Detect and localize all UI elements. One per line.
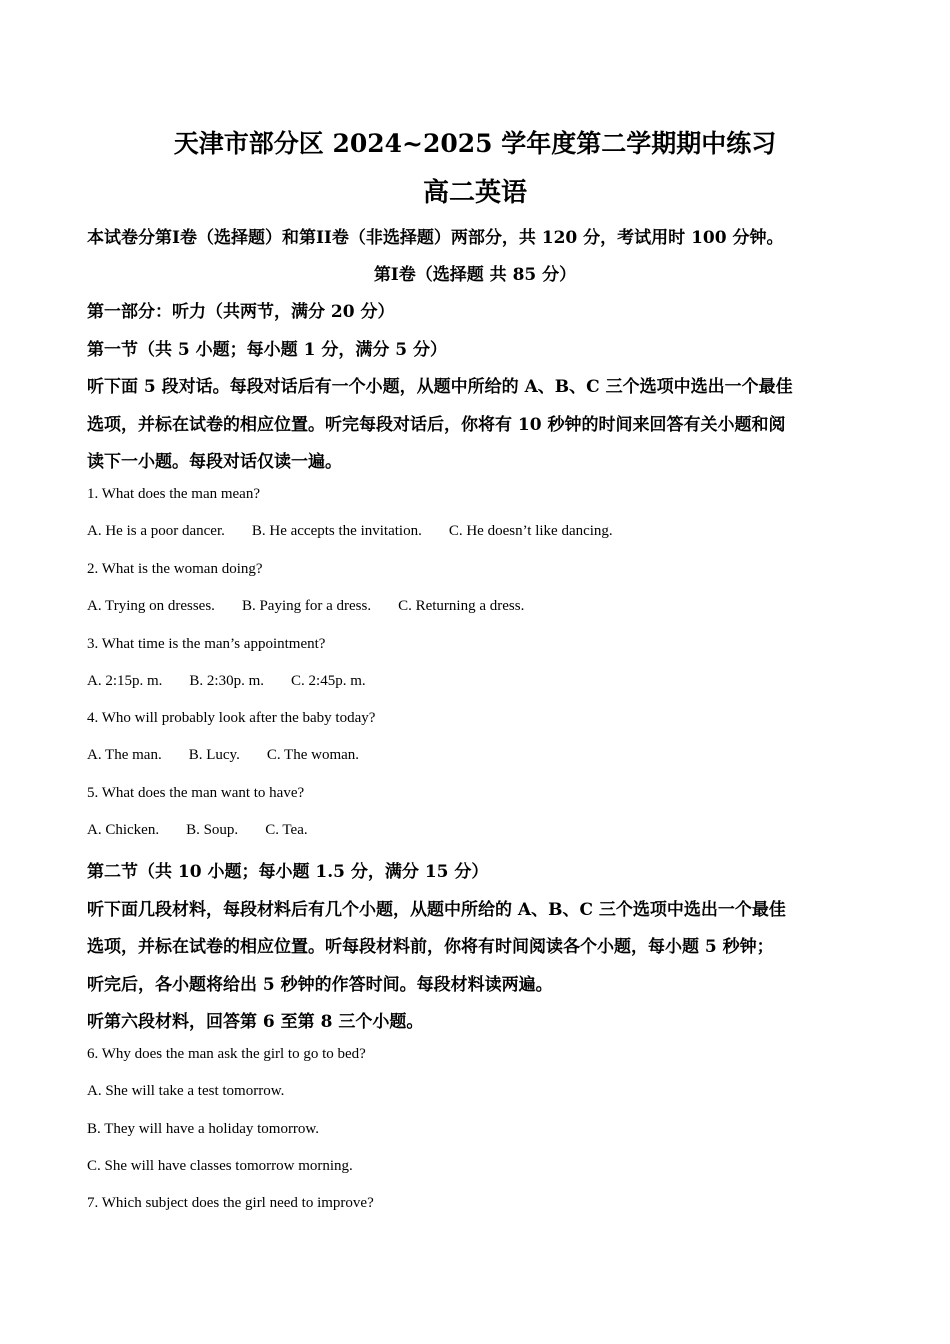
section2-title: 第二节（共 10 小题；每小题 1.5 分，满分 15 分） (87, 862, 489, 882)
option-b: B. He accepts the invitation. (251, 523, 422, 539)
question-4: 4. Who will probably look after the baby today? (87, 710, 376, 726)
option-a: A. Chicken. (87, 822, 160, 838)
option-b: B. Paying for a dress. (241, 598, 372, 614)
exam-intro: 本试卷分第I卷（选择题）和第II卷（非选择题）两部分，共 120 分，考试用时 100 分钟。 (87, 228, 784, 248)
option-b: B. 2:30p. m. (189, 673, 265, 689)
section1-instruction-line: 选项，并标在试卷的相应位置。听完每段对话后，你将有 10 秒钟的时间来回答有关小题和阅 (87, 415, 786, 435)
question-6: 6. Why does the man ask the girl to go to bed? (87, 1046, 366, 1062)
exam-title: 天津市部分区 2024~2025 学年度第二学期期中练习 (173, 129, 777, 158)
section2-instruction-line: 选项，并标在试卷的相应位置。听每段材料前，你将有时间阅读各个小题，每小题 5 秒钟； (87, 937, 774, 957)
option-a: A. Trying on dresses. (87, 598, 215, 614)
question-3-options (87, 673, 366, 690)
section2-instruction-line: 听完后，各小题将给出 5 秒钟的作答时间。每段材料读两遍。 (87, 975, 553, 995)
section1-title: 第一节（共 5 小题；每小题 1 分，满分 5 分） (87, 340, 447, 360)
material-6-heading: 听第六段材料，回答第 6 至第 8 三个小题。 (87, 1012, 424, 1032)
option-c: C. 2:45p. m. (291, 673, 366, 689)
question-6-option-b: B. They will have a holiday tomorrow. (87, 1121, 320, 1137)
option-c: C. The woman. (266, 747, 360, 763)
part1-title: 第一部分：听力（共两节，满分 20 分） (87, 302, 395, 322)
question-6-option-a: A. She will take a test tomorrow. (87, 1083, 285, 1099)
question-6-option-c: C. She will have classes tomorrow morning. (87, 1158, 353, 1174)
question-7: 7. Which subject does the girl need to improve? (87, 1195, 374, 1211)
option-c: C. Returning a dress. (398, 598, 525, 614)
question-2: 2. What is the woman doing? (87, 561, 263, 577)
question-3: 3. What time is the man’s appointment? (87, 636, 326, 652)
exam-subtitle: 高二英语 (422, 178, 527, 208)
option-b: B. Soup. (186, 822, 239, 838)
option-a: A. 2:15p. m. (87, 673, 163, 689)
question-2-options (87, 598, 524, 615)
question-5-options (87, 822, 308, 839)
option-a: A. The man. (87, 747, 162, 763)
question-4-options (87, 747, 359, 764)
question-1-options (87, 523, 613, 540)
option-c: C. He doesn’t like dancing. (448, 523, 613, 539)
option-b: B. Lucy. (188, 747, 240, 763)
option-a: A. He is a poor dancer. (87, 523, 225, 539)
section1-instruction-line: 读下一小题。每段对话仅读一遍。 (87, 452, 342, 472)
section1-instruction-line: 听下面 5 段对话。每段对话后有一个小题，从题中所给的 A、B、C 三个选项中选出一个最佳 (87, 377, 793, 397)
question-1: 1. What does the man mean? (87, 486, 260, 502)
volume-title: 第I卷（选择题 共 85 分） (373, 265, 577, 285)
question-5: 5. What does the man want to have? (87, 785, 305, 801)
section2-instruction-line: 听下面几段材料，每段材料后有几个小题，从题中所给的 A、B、C 三个选项中选出一个最佳 (87, 900, 786, 920)
option-c: C. Tea. (265, 822, 308, 838)
